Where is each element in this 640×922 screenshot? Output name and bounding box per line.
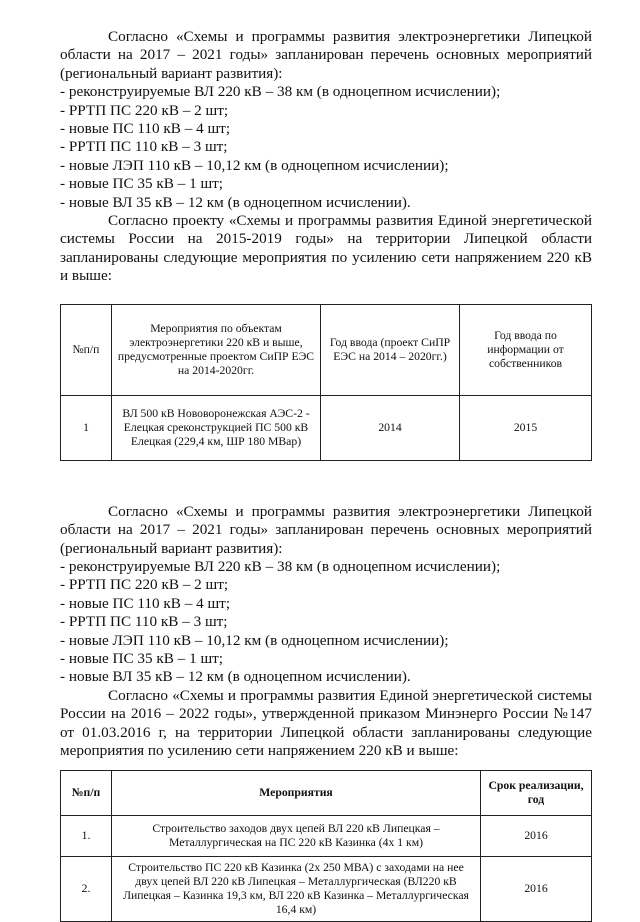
table-header-row	[61, 771, 592, 816]
measures-list	[60, 558, 592, 687]
list-item: - РРТП ПС 110 кВ – 3 шт;	[60, 138, 228, 156]
table-row	[61, 395, 592, 460]
table-header-cell: Срок реализации, год	[481, 771, 592, 816]
table-cell: ВЛ 500 кВ Нововоронежская АЭС-2 - Елецкая среконструкцией ПС 500 кВ Елецкая (229,4 км, ШР 180 МВар)	[112, 395, 321, 460]
table-cell: Строительство заходов двух цепей ВЛ 220 кВ Липецкая – Металлургическая на ПС 220 кВ Казинка (4х 1 км)	[112, 816, 481, 857]
list-item: - РРТП ПС 110 кВ – 3 шт;	[60, 613, 228, 631]
measures-list	[60, 83, 592, 212]
section-regional-plan-1	[60, 28, 592, 286]
table-cell: 1.	[61, 816, 112, 857]
table-header-row	[61, 304, 592, 395]
measures-table-2016	[60, 770, 592, 922]
table-cell: 2015	[460, 395, 592, 460]
table-cell: 2016	[481, 816, 592, 857]
table-header-cell: Год ввода (проект СиПР ЕЭС на 2014 – 2020гг.)	[321, 304, 460, 395]
list-item: - новые ПС 35 кВ – 1 шт;	[60, 649, 224, 667]
table-row	[61, 857, 592, 922]
paragraph: Согласно проекту «Схемы и программы развития Единой энергетической системы России на 2015-2019 годы» на территории Липецкой области запланированы следующие мероприятия по усилению сети напряжением 220 кВ и выше:	[60, 212, 592, 285]
list-item: - новые ПС 110 кВ – 4 шт;	[60, 120, 231, 138]
list-item: - новые ПС 35 кВ – 1 шт;	[60, 175, 224, 193]
table-header-cell: Мероприятия	[112, 771, 481, 816]
table-cell: Строительство ПС 220 кВ Казинка (2х 250 МВА) с заходами на нее двух цепей ВЛ 220 кВ Липецкая – Металлургическая (ВЛ220 кВ Липецкая – Казинка 19,3 км, ВЛ 220 кВ Казинка – Металлургическая 16,4 км)	[112, 857, 481, 922]
table-header-cell: Год ввода по информации от собственников	[460, 304, 592, 395]
table-header-cell: №п/п	[61, 304, 112, 395]
list-item: - реконструируемые ВЛ 220 кВ – 38 км (в одноцепном исчислении);	[60, 83, 501, 101]
table-header-cell: №п/п	[61, 771, 112, 816]
list-item: - новые ЛЭП 110 кВ – 10,12 км (в одноцепном исчислении);	[60, 156, 449, 174]
list-item: - новые ПС 110 кВ – 4 шт;	[60, 594, 231, 612]
table-row	[61, 816, 592, 857]
table-cell: 1	[61, 395, 112, 460]
paragraph: Согласно «Схемы и программы развития электроэнергетики Липецкой области на 2017 – 2021 годы» запланирован перечень основных мероприятий (региональный вариант развития):	[60, 28, 592, 82]
list-item: - РРТП ПС 220 кВ – 2 шт;	[60, 101, 229, 119]
document-page	[60, 28, 592, 922]
paragraph: Согласно «Схемы и программы развития Единой энергетической системы России на 2016 – 2022 годы», утвержденной приказом Минэнерго России №147 от 01.03.2016 г, на территории Липецкой области запланированы следующие мероприятия по усилению сети напряжением 220 кВ и выше:	[60, 686, 592, 759]
list-item: - новые ЛЭП 110 кВ – 10,12 км (в одноцепном исчислении);	[60, 631, 449, 649]
table-header-cell: Мероприятия по объектам электроэнергетики 220 кВ и выше, предусмотренные проектом СиПР ЕЭС на 2014-2020гг.	[112, 304, 321, 395]
section-regional-plan-2	[60, 503, 592, 761]
measures-table-2014	[60, 304, 592, 461]
table-cell: 2.	[61, 857, 112, 922]
table-cell: 2014	[321, 395, 460, 460]
list-item: - РРТП ПС 220 кВ – 2 шт;	[60, 576, 229, 594]
list-item: - новые ВЛ 35 кВ – 12 км (в одноцепном исчислении).	[60, 193, 411, 211]
list-item: - реконструируемые ВЛ 220 кВ – 38 км (в одноцепном исчислении);	[60, 557, 501, 575]
table-cell: 2016	[481, 857, 592, 922]
paragraph: Согласно «Схемы и программы развития электроэнергетики Липецкой области на 2017 – 2021 годы» запланирован перечень основных мероприятий (региональный вариант развития):	[60, 502, 592, 557]
list-item: - новые ВЛ 35 кВ – 12 км (в одноцепном исчислении).	[60, 668, 411, 686]
